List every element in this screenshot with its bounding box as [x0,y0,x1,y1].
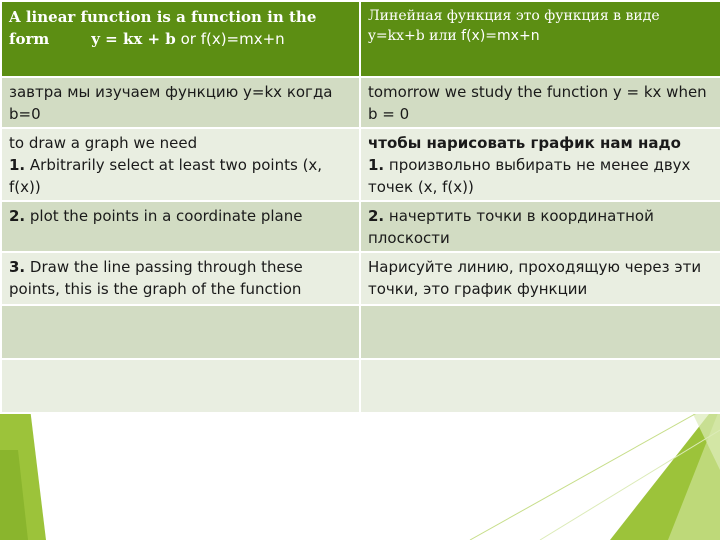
table-cell [360,128,720,201]
cell-text: начертить точки в координатной плоскости [368,207,654,247]
cell-text: plot the points in a coordinate plane [25,207,303,225]
table-cell-empty [360,359,720,413]
step-number: 2. [368,207,385,225]
table-cell: tomorrow we study the function y = kx when b = 0 [360,77,720,128]
table-row [1,128,720,201]
header-ru-formula: y=kx+b или [368,28,457,44]
table-header-row [1,1,720,77]
table-cell-empty [360,305,720,359]
table-cell [1,201,360,252]
header-ru-text: Линейная функция это функция в виде [368,8,660,24]
table-row [1,77,720,128]
step-number: 1. [9,156,26,174]
table-cell [360,201,720,252]
step-number: 1. [368,156,385,174]
table-cell [1,128,360,201]
header-en-text: A linear function is a function in the [9,8,317,26]
header-cell-russian [360,1,720,77]
step-number: 3. [9,258,26,276]
cell-text: произвольно выбирать не менее двух точек (x, f(x)) [368,156,691,196]
step-number: 2. [9,207,26,225]
header-en-form: form [9,30,50,48]
table-cell: Нарисуйте линию, проходящую через эти точки, это график функции [360,252,720,305]
table-row [1,201,720,252]
table-cell-empty [1,359,360,413]
header-ru-alt-formula: f(x)=mx+n [456,28,540,44]
table-cell: завтра мы изучаем функцию y=kx когда b=0 [1,77,360,128]
table-row [1,252,720,305]
table-cell [1,252,360,305]
header-en-alt-formula: or f(x)=mx+n [175,30,285,48]
cell-text: Arbitrarily select at least two points (x, f(x)) [9,156,323,196]
cell-line: чтобы нарисовать график нам надо [368,134,681,152]
table-cell-empty [1,305,360,359]
header-en-formula: y = kx + b [91,30,176,48]
table-row-empty [1,359,720,413]
cell-line: to draw a graph we need [9,134,198,152]
header-cell-english [1,1,360,77]
cell-text: Draw the line passing through these points, this is the graph of the function [9,258,303,298]
table-row-empty [1,305,720,359]
